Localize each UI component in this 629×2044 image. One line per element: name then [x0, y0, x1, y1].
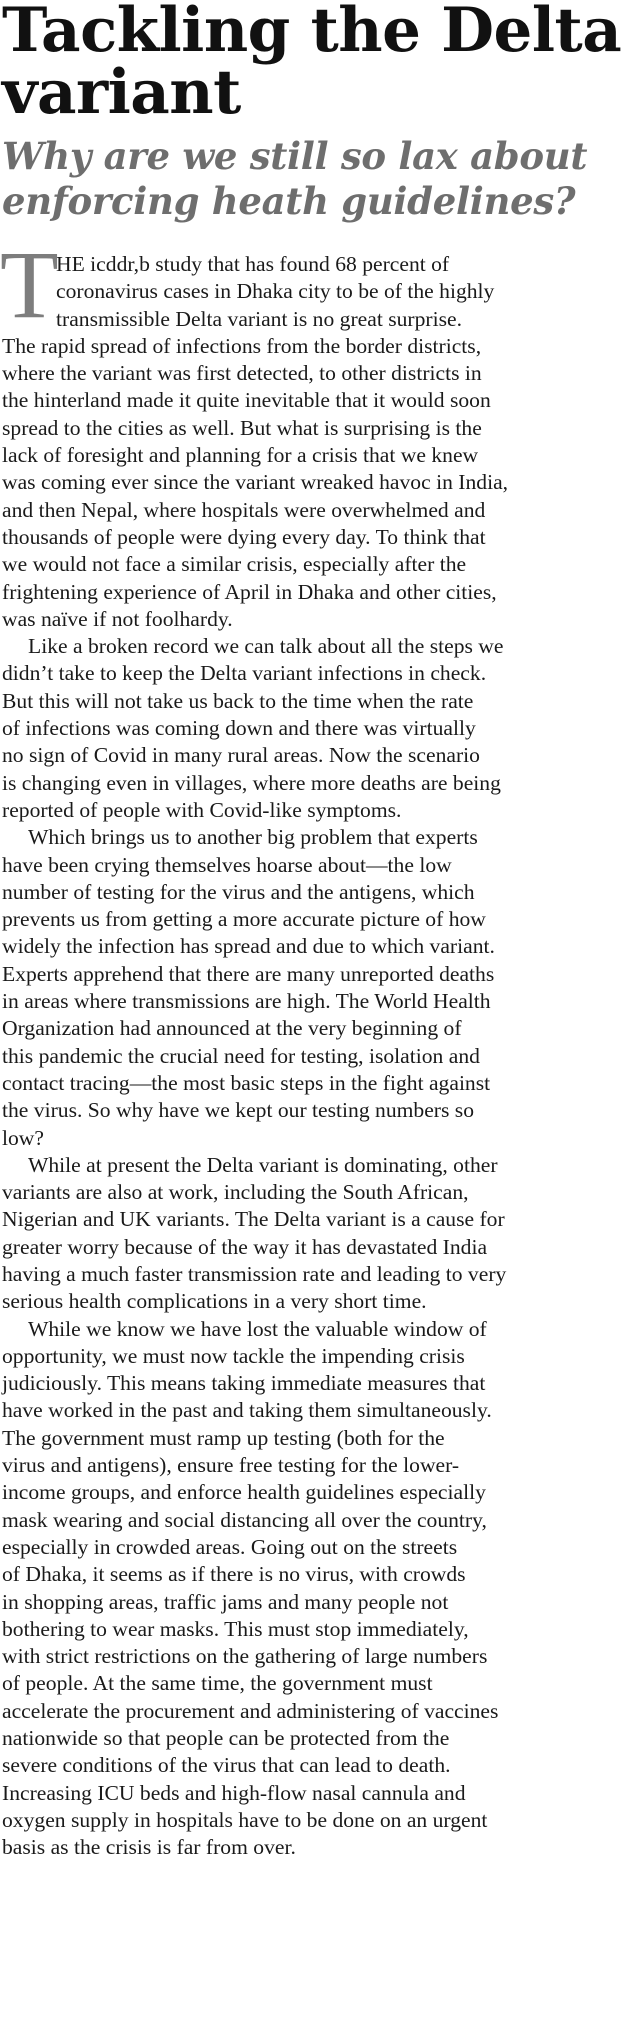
paragraph-line: of Dhaka, it seems as if there is no virus, with crowds: [2, 1562, 466, 1587]
paragraph-line: income groups, and enforce health guidelines especially: [2, 1480, 486, 1505]
paragraph-line: The government must ramp up testing (both for the: [2, 1425, 445, 1450]
paragraph-line: have worked in the past and taking them simultaneously.: [2, 1398, 492, 1423]
paragraph-line: prevents us from getting a more accurate picture of how: [2, 907, 486, 932]
article-subheadline: [0, 134, 629, 224]
paragraph-line: lack of foresight and planning for a crisis that we knew: [2, 443, 479, 468]
paragraph-line: contact tracing—the most basic steps in the fight against: [2, 1070, 491, 1095]
paragraph: [0, 1316, 629, 1862]
paragraph-line: HE icddr,b study that has found 68 percent of: [56, 252, 450, 276]
paragraph-line: opportunity, we must now tackle the impending crisis: [2, 1343, 465, 1368]
paragraph-line: virus and antigens), ensure free testing for the lower-: [2, 1453, 460, 1478]
paragraph: [0, 231, 629, 633]
paragraph-line: thousands of people were dying every day. To think that: [2, 524, 486, 549]
paragraph-line: and then Nepal, where hospitals were overwhelmed and: [2, 497, 486, 522]
paragraph-line: The rapid spread of infections from the border districts,: [2, 333, 482, 358]
paragraph-line: Which brings us to another big problem that experts: [28, 825, 478, 850]
paragraph-line: oxygen supply in hospitals have to be done on an urgent: [2, 1807, 488, 1832]
paragraph: [0, 1152, 629, 1316]
paragraph-line: Organization had announced at the very beginning of: [2, 1016, 462, 1041]
paragraph-line: have been crying themselves hoarse about—the low: [2, 852, 452, 877]
paragraph-line: Like a broken record we can talk about all the steps we: [28, 634, 504, 659]
paragraph-line: coronavirus cases in Dhaka city to be of the highly: [56, 279, 495, 304]
paragraph: [0, 633, 629, 824]
paragraph-line: spread to the cities as well. But what is surprising is the: [2, 415, 482, 440]
paragraph-line: transmissible Delta variant is no great surprise.: [56, 306, 462, 331]
paragraph-line: having a much faster transmission rate and leading to very: [2, 1261, 507, 1286]
paragraph-line: no sign of Covid in many rural areas. Now the scenario: [2, 743, 480, 768]
paragraph-line: bothering to wear masks. This must stop immediately,: [2, 1616, 469, 1641]
headline-line: variant: [2, 57, 241, 128]
paragraph-line: low?: [2, 1125, 44, 1150]
paragraph-line: the hinterland made it quite inevitable that it would soon: [2, 388, 491, 413]
paragraph-line: was naïve if not foolhardy.: [2, 606, 233, 631]
paragraph-line: greater worry because of the way it has devastated India: [2, 1234, 488, 1259]
subheadline-line: Why are we still so lax about: [2, 134, 588, 178]
paragraph-line: reported of people with Covid-like symptoms.: [2, 797, 402, 822]
paragraph-line: frightening experience of April in Dhaka and other cities,: [2, 579, 497, 604]
paragraph-line: we would not face a similar crisis, especially after the: [2, 552, 467, 577]
paragraph-line: in shopping areas, traffic jams and many people not: [2, 1589, 449, 1614]
paragraph-line: where the variant was first detected, to other districts in: [2, 361, 482, 386]
paragraph-line: the virus. So why have we kept our testing numbers so: [2, 1098, 474, 1123]
paragraph-line: of people. At the same time, the government must: [2, 1671, 433, 1696]
headline-line: Tackling the Delta: [2, 0, 622, 66]
article-body: [0, 231, 629, 1862]
paragraph-line: judiciously. This means taking immediate measures that: [2, 1371, 486, 1396]
paragraph-line: Nigerian and UK variants. The Delta variant is a cause for: [2, 1207, 505, 1232]
paragraph-line: Increasing ICU beds and high-flow nasal cannula and: [2, 1780, 466, 1805]
paragraph-line: nationwide so that people can be protected from the: [2, 1726, 450, 1751]
paragraph-line: with strict restrictions on the gathering of large numbers: [2, 1644, 488, 1669]
paragraph-line: Experts apprehend that there are many unreported deaths: [2, 961, 495, 986]
subheadline-line: enforcing heath guidelines?: [2, 179, 576, 223]
paragraph-line: this pandemic the crucial need for testing, isolation and: [2, 1043, 480, 1068]
paragraph-line: While we know we have lost the valuable window of: [28, 1316, 487, 1341]
paragraph-line: mask wearing and social distancing all over the country,: [2, 1507, 487, 1532]
drop-cap: T: [0, 231, 59, 338]
paragraph-line: especially in crowded areas. Going out on the streets: [2, 1534, 458, 1559]
paragraph-line: accelerate the procurement and administering of vaccines: [2, 1698, 499, 1723]
paragraph-line: While at present the Delta variant is dominating, other: [28, 1152, 498, 1177]
paragraph: [0, 824, 629, 1152]
paragraph-line: is changing even in villages, where more deaths are being: [2, 770, 501, 795]
paragraph-line: basis as the crisis is far from over.: [2, 1835, 296, 1860]
paragraph-line: widely the infection has spread and due to which variant.: [2, 934, 495, 959]
article-headline: [0, 0, 629, 128]
paragraph-line: in areas where transmissions are high. The World Health: [2, 989, 491, 1014]
paragraph-line: of infections was coming down and there was virtually: [2, 716, 476, 741]
paragraph-line: number of testing for the virus and the antigens, which: [2, 879, 475, 904]
paragraph-line: severe conditions of the virus that can lead to death.: [2, 1753, 451, 1778]
paragraph-line: serious health complications in a very short time.: [2, 1289, 427, 1314]
paragraph-line: variants are also at work, including the South African,: [2, 1180, 469, 1205]
paragraph-line: didn’t take to keep the Delta variant infections in check.: [2, 661, 487, 686]
paragraph-line: But this will not take us back to the time when the rate: [2, 688, 474, 713]
paragraph-line: was coming ever since the variant wreaked havoc in India,: [2, 470, 509, 495]
